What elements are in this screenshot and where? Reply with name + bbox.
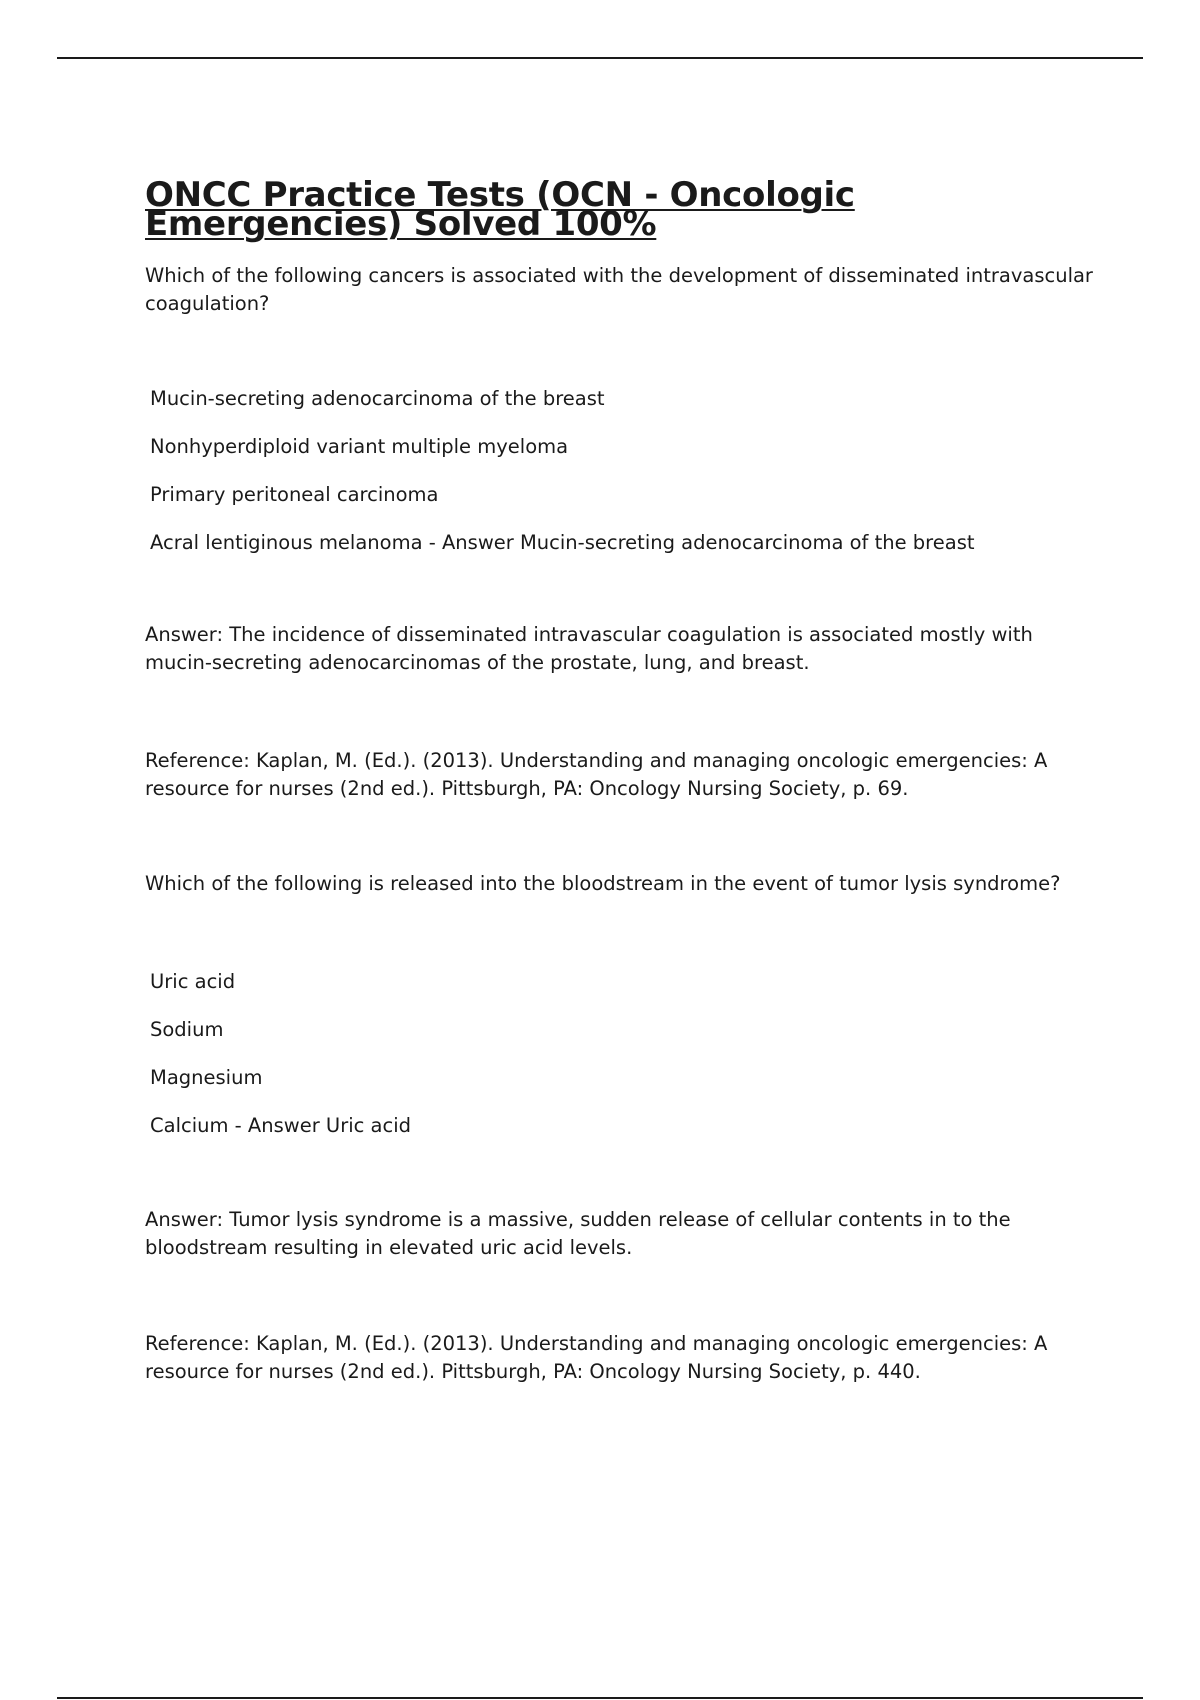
option-item: Mucin-secreting adenocarcinoma of the breast xyxy=(150,387,605,410)
question-block-1 xyxy=(145,262,1100,803)
question-block-2 xyxy=(145,870,1100,1386)
reference-citation: Reference: Kaplan, M. (Ed.). (2013). Understanding and managing oncologic emergencies: A resource for nurses (2nd ed.). Pittsburgh, PA: Oncology Nursing Society, p. 69. xyxy=(145,749,1048,800)
reference-citation: Reference: Kaplan, M. (Ed.). (2013). Understanding and managing oncologic emergencies: A resource for nurses (2nd ed.). Pittsburgh, PA: Oncology Nursing Society, p. 440. xyxy=(145,1332,1048,1383)
option-item: Magnesium xyxy=(150,1066,263,1089)
footer-rule xyxy=(57,1697,1143,1699)
option-item: Uric acid xyxy=(150,970,236,993)
option-item: Sodium xyxy=(150,1018,224,1041)
answer-explanation: Answer: The incidence of disseminated intravascular coagulation is associated mostly with mucin-secreting adenocarcinomas of the prostate, lung, and breast. xyxy=(145,623,1033,674)
question-text: Which of the following is released into the bloodstream in the event of tumor lysis syndrome? xyxy=(145,872,1061,895)
question-text: Which of the following cancers is associated with the development of disseminated intravascular coagulation? xyxy=(145,264,1093,315)
document-body xyxy=(145,175,1100,1386)
answer-options xyxy=(145,968,1100,1140)
option-item: Nonhyperdiploid variant multiple myeloma xyxy=(150,435,569,458)
option-item: Acral lentiginous melanoma - Answer Mucin-secreting adenocarcinoma of the breast xyxy=(150,531,975,554)
option-item: Primary peritoneal carcinoma xyxy=(150,483,439,506)
option-item: Calcium - Answer Uric acid xyxy=(150,1114,412,1137)
document-title: ONCC Practice Tests (OCN - Oncologic Emergencies) Solved 100% xyxy=(145,175,855,244)
answer-options xyxy=(145,385,1100,557)
answer-explanation: Answer: Tumor lysis syndrome is a massive, sudden release of cellular contents in to the bloodstream resulting in elevated uric acid levels. xyxy=(145,1208,1011,1259)
header-rule xyxy=(57,57,1143,59)
